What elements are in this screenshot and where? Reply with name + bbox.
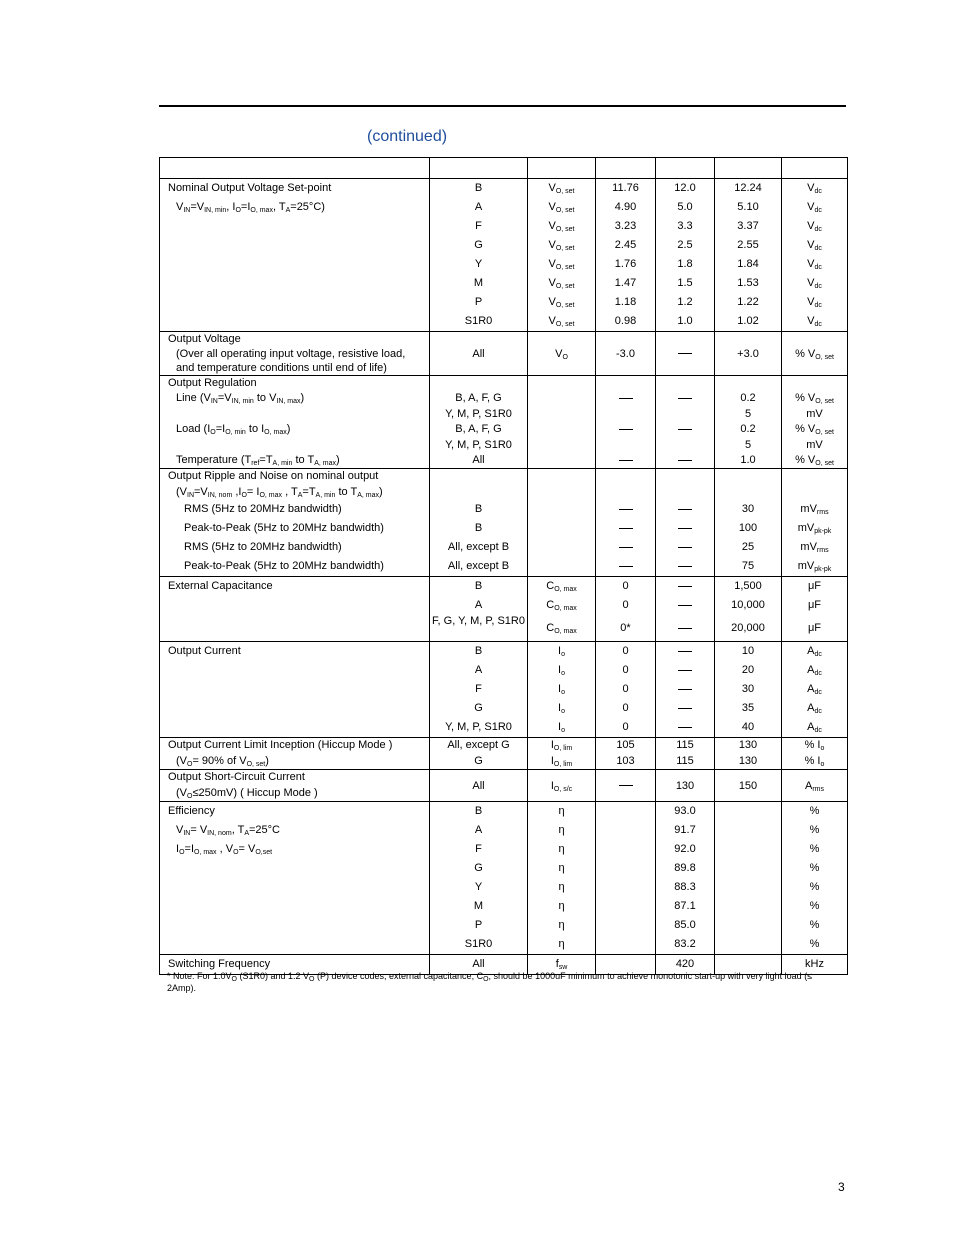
table-header-row: [160, 158, 848, 179]
min-value: 1.47: [614, 277, 637, 289]
table-row-vout: [160, 332, 848, 376]
device-code: A: [474, 201, 483, 213]
typ-value: 91.7: [674, 824, 696, 836]
max-value: 5.10: [737, 201, 759, 213]
device-code: Y, M, P, S1R0: [445, 721, 512, 733]
max-value: 1.22: [737, 296, 759, 308]
max-value: 10,000: [731, 599, 765, 611]
typ-value: 2.5: [677, 239, 693, 251]
symbol-cell: $I_{O, lim}$ $I_{O, lim}$: [528, 738, 596, 770]
min-value: 0: [622, 599, 629, 611]
param-title: Output Ripple and Noise on nominal output: [168, 470, 379, 482]
max-value: 1.0: [740, 454, 756, 466]
param-title: Efficiency: [168, 805, 215, 817]
symbol-cell: $I_{O, s/c}$: [528, 770, 596, 802]
param-title: Output Voltage: [168, 333, 241, 345]
device-code: G: [474, 239, 483, 251]
min-value: 0: [622, 683, 629, 695]
min-value: 11.76: [612, 182, 639, 194]
device-code: Y: [474, 258, 483, 270]
symbol-cell: η η η η η η η η: [528, 802, 596, 955]
typ-value: 12.0: [674, 182, 696, 194]
max-value: 0.2: [740, 423, 756, 435]
max-value: 0.2: [740, 392, 756, 404]
symbol-cell: $f_{sw}$: [528, 955, 596, 975]
param-title: External Capacitance: [168, 580, 273, 592]
param-condition: (Over all operating input voltage, resistive load,: [176, 348, 406, 360]
table-row-ripple: [160, 469, 848, 577]
dash-mark: [678, 353, 692, 354]
device-code: F: [475, 220, 482, 232]
table-row-vset: [160, 179, 848, 332]
param-title: Output Regulation: [168, 377, 257, 389]
typ-value: 1.0: [677, 315, 693, 327]
unit-cell: $V_{dc}$ $V_{dc}$ $V_{dc}$ $V_{dc}$ $V_{dc}$ $V_{dc}$ $V_{dc}$ $V_{dc}$: [782, 179, 848, 332]
min-value: 0: [622, 664, 629, 676]
max-value: 1.84: [737, 258, 759, 270]
table-row-current-limit: [160, 738, 848, 770]
max-value: 150: [715, 770, 782, 802]
typ-value: 93.0: [674, 805, 696, 817]
param-condition: ($V_O= 90\%$ of $V_{O, set}$): [176, 755, 269, 768]
param-title: Output Current Limit Inception (Hiccup Mode ): [168, 739, 393, 751]
unit-cell: μF μF μF: [782, 577, 848, 642]
unit-cell: $A_{rms}$: [782, 770, 848, 802]
device-code: S1R0: [464, 938, 493, 950]
min-value: 0: [622, 645, 629, 657]
ripple-label: RMS (5Hz to 20MHz bandwidth): [184, 503, 342, 515]
device-code: G: [474, 862, 483, 874]
typ-value: 85.0: [674, 919, 696, 931]
unit-cell: % $V_{O, set}$: [782, 332, 848, 376]
param-load: Load ($I_O=I_{O, min}$ to $I_{O, max}$): [176, 423, 291, 436]
min-value: 2.45: [614, 239, 637, 251]
ripple-label: Peak-to-Peak (5Hz to 20MHz bandwidth): [184, 522, 384, 534]
device-code: S1R0: [464, 315, 493, 327]
device-code: All, except B: [447, 560, 510, 572]
device-code: All, except G: [447, 739, 510, 751]
device-code: B: [474, 580, 483, 592]
typ-value: 3.3: [677, 220, 693, 232]
unit-cell: % $I_o$ % $I_o$: [782, 738, 848, 770]
device-code: All: [430, 770, 528, 802]
device-code: G: [474, 755, 483, 767]
param-temp: Temperature ($T_{ref}=T_{A, min}$ to $T_{A, max}$): [176, 454, 340, 467]
typ-value: [656, 332, 715, 376]
max-value: 5: [744, 408, 752, 420]
max-value: 3.37: [737, 220, 759, 232]
device-code: All, except B: [447, 541, 510, 553]
table-row-short-circuit: [160, 770, 848, 802]
table-row-regulation: [160, 376, 848, 469]
device-code: Y: [474, 881, 483, 893]
param-line: Line ($V_{IN}=V_{IN, min}$ to $V_{IN, max}$): [176, 392, 305, 405]
device-code: All: [472, 454, 485, 466]
param-condition: $(V_O\le 250mV)$ ( Hiccup Mode ): [176, 787, 318, 800]
max-value: 30: [741, 503, 755, 515]
symbol-cell: $C_{O, max}$ $C_{O, max}$ $C_{O, max}$: [528, 577, 596, 642]
symbol-cell: $V_O$: [528, 332, 596, 376]
min-value: 103: [616, 755, 635, 767]
max-value: 2.55: [737, 239, 759, 251]
min-value: -3.0: [596, 332, 656, 376]
typ-value: 130: [656, 770, 715, 802]
typ-value: 1.8: [677, 258, 693, 270]
device-code: F, G, Y, M, P, S1R0: [432, 615, 525, 627]
max-value: 12.24: [734, 182, 762, 194]
device-code: M: [473, 900, 484, 912]
device-code: B: [474, 805, 483, 817]
max-value: 30: [741, 683, 755, 695]
device-code: P: [474, 296, 483, 308]
max-value: 1,500: [734, 580, 762, 592]
min-value: 1.18: [614, 296, 637, 308]
footnote: * Note: For $1.0V_O$ (S1R0) and 1.2 $V_O$ (P) device codes, external capacitance, $C_O$, should be 1000uF minimum to achieve monotonic start-up with very light load (≤ 2Amp).: [167, 971, 813, 993]
continued-label: (continued): [367, 128, 448, 145]
device-code: F: [475, 683, 482, 695]
device-code: A: [474, 599, 483, 611]
min-value: 0: [622, 580, 629, 592]
typ-value: 1.2: [677, 296, 693, 308]
table-row-output-current: [160, 642, 848, 738]
param-condition: ($V_{IN}=V_{IN, nom}$ $,I_O= I_{O, max}$ , $T_A=T_{A, min}$ to $T_{A, max}$): [176, 486, 383, 499]
param-title: Output Short-Circuit Current: [168, 771, 305, 783]
device-code: G: [474, 702, 483, 714]
max-value: 130: [738, 755, 758, 767]
min-value: 1.76: [614, 258, 637, 270]
device-code: B: [474, 182, 483, 194]
device-code: B: [474, 503, 483, 515]
symbol-cell: $V_{O, set}$ $V_{O, set}$ $V_{O, set}$ $V_{O, set}$ $V_{O, set}$ $V_{O, set}$ $V_{O, set}$ $V_{O, set}$: [528, 179, 596, 332]
min-value: 0: [622, 702, 629, 714]
page-number: 3: [838, 1180, 845, 1194]
min-value: 0: [622, 721, 629, 733]
max-value: 25: [741, 541, 755, 553]
max-value: 35: [741, 702, 755, 714]
table-row-capacitance: [160, 577, 848, 642]
symbol-cell: $I_o$ $I_o$ $I_o$ $I_o$ $I_o$: [528, 642, 596, 738]
max-value: 10: [741, 645, 755, 657]
param-title: Nominal Output Voltage Set-point: [168, 182, 332, 194]
device-code: A: [474, 824, 483, 836]
device-code: B, A, F, G: [455, 423, 502, 435]
min-value: 4.90: [614, 201, 637, 213]
device-code: A: [474, 664, 483, 676]
min-value: 3.23: [614, 220, 637, 232]
param-condition: $V_{IN}= V_{IN, nom}$, $T_A=25^\circ C$: [176, 824, 281, 837]
unit-cell: $A_{dc}$ $A_{dc}$ $A_{dc}$ $A_{dc}$ $A_{dc}$: [782, 642, 848, 738]
typ-value: 420: [675, 958, 695, 970]
device-code: All: [430, 332, 528, 376]
typ-value: 5.0: [677, 201, 693, 213]
device-code: B: [474, 522, 483, 534]
max-value: 40: [741, 721, 755, 733]
max-value: 1.02: [737, 315, 759, 327]
header-rule: [159, 105, 846, 107]
max-value: 75: [741, 560, 755, 572]
min-value: 0*: [620, 622, 631, 634]
unit-cell: % $V_{O, set}$ mV % $V_{O, set}$ mV % $V_{O, set}$: [782, 376, 848, 469]
typ-value: 83.2: [674, 938, 696, 950]
device-code: Y, M, P, S1R0: [445, 439, 512, 451]
unit-cell: % % % % % % % %: [782, 802, 848, 955]
device-code: B: [474, 645, 483, 657]
param-condition: and temperature conditions until end of life): [176, 362, 387, 374]
typ-value: 89.8: [674, 862, 696, 874]
typ-value: 87.1: [674, 900, 696, 912]
max-value: 130: [738, 739, 758, 751]
param-title: Output Current: [168, 645, 241, 657]
max-value: 20,000: [731, 622, 765, 634]
param-condition: $V_{IN}=V_{IN, min}$, $I_O=I_{O, max}$, $T_A=25^\circ C$): [176, 201, 325, 214]
max-value: 100: [738, 522, 758, 534]
unit-cell: $mV_{rms}$ $mV_{pk-pk}$ $mV_{rms}$ $mV_{pk-pk}$: [782, 469, 848, 577]
spec-table: [159, 157, 848, 975]
typ-value: 115: [676, 739, 694, 751]
param-condition: $I_O=I_{O, max}$ , $V_O= V_{O,set}$: [176, 843, 273, 856]
max-value: 5: [744, 439, 752, 451]
max-value: +3.0: [715, 332, 782, 376]
device-code: All: [472, 958, 485, 970]
ripple-label: Peak-to-Peak (5Hz to 20MHz bandwidth): [184, 560, 384, 572]
ripple-label: RMS (5Hz to 20MHz bandwidth): [184, 541, 342, 553]
param-title: Switching Frequency: [168, 958, 271, 970]
device-code: P: [474, 919, 483, 931]
param-cell: [160, 179, 430, 332]
max-value: 1.53: [737, 277, 759, 289]
max-value: 20: [741, 664, 755, 676]
device-code: F: [475, 843, 482, 855]
min-value: 105: [616, 739, 635, 751]
table-row-efficiency: [160, 802, 848, 955]
unit-cell: kHz: [805, 958, 824, 970]
typ-value: 1.5: [677, 277, 693, 289]
device-code: Y, M, P, S1R0: [445, 408, 512, 420]
typ-value: 115: [676, 755, 694, 767]
device-code: B, A, F, G: [455, 392, 502, 404]
min-value: 0.98: [614, 315, 637, 327]
device-code: M: [473, 277, 484, 289]
typ-value: 88.3: [674, 881, 696, 893]
typ-value: 92.0: [674, 843, 696, 855]
